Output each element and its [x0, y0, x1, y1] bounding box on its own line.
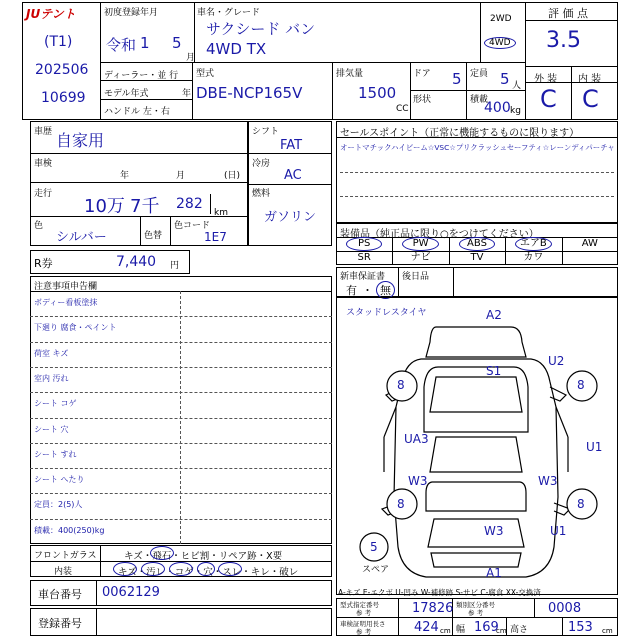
- mark-w3-left: W3: [408, 474, 428, 488]
- car-diagram: [336, 297, 618, 595]
- equipment-item: AW: [581, 238, 598, 249]
- reg-month: 5: [172, 34, 182, 52]
- mark-w3-right: W3: [538, 474, 558, 488]
- model-code: DBE-NCP165V: [196, 84, 303, 102]
- capacity-unit: 人: [512, 81, 522, 91]
- model-year-unit: 年: [182, 89, 192, 99]
- equipment-item: ナビ: [410, 252, 431, 263]
- mark-tire-rr: 8: [577, 497, 585, 511]
- note-item: 室内 汚れ: [34, 373, 69, 383]
- length-ref: 参 考: [356, 628, 372, 636]
- interior-text: キズ・汚レ・コゲ・穴・スレ・キレ・破レ: [118, 567, 299, 578]
- windshield-label: フロントガラス: [34, 551, 97, 561]
- class-value: 0008: [548, 601, 582, 616]
- inspection-year: 年: [120, 171, 130, 181]
- note-item: シート 穴: [34, 424, 69, 434]
- recycle-label: R券: [34, 257, 53, 270]
- body-color-label: 色替: [144, 231, 163, 241]
- windshield-circle: [150, 546, 174, 560]
- sales-points-title: セールスポイント（正常に機能するものに限ります）: [340, 128, 580, 139]
- note-item: 下廻り 腐食・ペイント: [34, 323, 117, 333]
- equipment-item: ABS: [459, 237, 495, 251]
- type-spec-ref: 参 考: [356, 609, 372, 617]
- spare-label: スペア: [362, 565, 390, 575]
- record-label: 後日品: [402, 272, 430, 282]
- warranty-label: 新車保証書: [340, 272, 386, 282]
- mark-a2: A2: [486, 308, 502, 322]
- lot-number: 10699: [41, 90, 86, 106]
- interior-circle-5: [218, 562, 242, 576]
- notes-list: [30, 291, 332, 544]
- mileage-rest: 282: [176, 196, 203, 212]
- mileage-label: 走行: [34, 189, 53, 199]
- load-label: 積載: [470, 95, 489, 105]
- width-unit: cm: [496, 627, 507, 635]
- load-unit: kg: [510, 106, 521, 116]
- interior-circle-1: [113, 562, 137, 576]
- recycle-frame: [30, 250, 190, 274]
- spare-value: 5: [370, 540, 378, 554]
- height-label: 高さ: [510, 625, 529, 635]
- mileage-sen: 7千: [130, 196, 160, 217]
- sales-points-text: オートマチックハイビーム☆VSC☆プリクラッシュセーフティ☆レーンディパーチャ: [340, 143, 615, 152]
- interior-circle-4: [197, 562, 215, 576]
- record-frame: [398, 267, 618, 297]
- equipment-item: PS: [346, 237, 382, 251]
- era: 令和: [106, 36, 137, 54]
- equipment-item: SR: [357, 252, 371, 263]
- reg-type: 自家用: [56, 131, 105, 150]
- interior-grade: C: [582, 85, 599, 113]
- diagram-title: スタッドレスタイヤ: [346, 308, 427, 318]
- type-spec-label: 型式指定番号: [340, 601, 379, 609]
- shift: FAT: [280, 138, 303, 153]
- reg-no-label: 登録番号: [38, 617, 82, 630]
- length-label: 車検証明用長さ: [340, 620, 386, 628]
- mark-a1: A1: [486, 566, 502, 580]
- mark-u2: U2: [548, 354, 565, 368]
- equipment-item: TV: [470, 252, 484, 263]
- logo: [24, 4, 100, 22]
- note-item: 積載：400(250)kg: [34, 525, 105, 535]
- inspection-month: 月: [176, 171, 186, 181]
- drive-2wd: 2WD: [490, 14, 512, 24]
- doors: 5: [452, 70, 462, 88]
- note-item: シート コゲ: [34, 399, 77, 409]
- class-label: 類別区分番号: [456, 601, 495, 609]
- equipment-title: 装備品（純正品に限り○をつけてください）: [340, 229, 539, 240]
- mileage-unit: km: [214, 208, 228, 218]
- date-code: 202506: [35, 62, 89, 78]
- handle-label: ハンドル 左・右: [104, 107, 170, 117]
- damage-legend: A-キズ E-エクボ U-凹み W-補修跡 S-サビ C-腐食 XX-交換済: [338, 588, 541, 597]
- logo-text: JUテント: [26, 7, 76, 21]
- windshield-text: キズ・飛石・ヒビ割・リペア跡・X要: [124, 551, 283, 562]
- ac: AC: [284, 168, 302, 183]
- equipment-item: エアB: [515, 237, 551, 251]
- length-value: 424: [414, 620, 439, 635]
- equipment-grid: [336, 237, 618, 265]
- shape-label: 形状: [413, 95, 432, 105]
- reg-type-label: 車歴: [34, 127, 53, 137]
- lane-code: (T1): [44, 34, 73, 50]
- notes-title: 注意事項申告欄: [34, 282, 98, 292]
- interior-label: 内装: [54, 567, 73, 577]
- inspection-label: 車検: [34, 159, 53, 169]
- color: シルバー: [56, 230, 107, 245]
- equipment-item: PW: [402, 237, 438, 251]
- mark-ua3: UA3: [404, 432, 429, 446]
- type-label: 型式: [196, 69, 215, 79]
- mark-tire-fl: 8: [397, 378, 405, 392]
- equipment-item: カワ: [523, 252, 544, 263]
- shift-label: シフト: [252, 127, 280, 137]
- class-ref: 参 考: [468, 609, 484, 617]
- capacity: 5: [500, 70, 510, 88]
- height-value: 153: [568, 620, 593, 635]
- note-item: シート へたり: [34, 475, 85, 485]
- interior-circle-3: [169, 562, 193, 576]
- type-spec-value: 17826: [412, 601, 454, 616]
- interior-label: 内 装: [578, 74, 602, 85]
- reg-date-label: 初度登録年月: [104, 8, 159, 18]
- equipment-item: [562, 251, 618, 265]
- width-value: 169: [474, 620, 499, 635]
- color-label: 色: [34, 221, 44, 231]
- recycle-fee: 7,440: [116, 254, 157, 270]
- width-label: 幅: [456, 625, 466, 635]
- car-name: サクシード バン: [206, 20, 316, 38]
- height-unit: cm: [602, 627, 613, 635]
- mark-tire-rl: 8: [397, 497, 405, 511]
- load: 400: [484, 100, 511, 116]
- mileage-man: 10万: [84, 196, 125, 217]
- model-year-label: モデル年式: [104, 89, 149, 99]
- displacement-label: 排気量: [336, 69, 364, 79]
- grade: 4WD TX: [206, 40, 267, 58]
- displacement: 1500: [358, 84, 397, 102]
- score: 3.5: [546, 28, 581, 53]
- door-label: ドア: [413, 69, 431, 79]
- ac-label: 冷房: [252, 159, 271, 169]
- mark-tire-fr: 8: [577, 378, 585, 392]
- length-unit: cm: [440, 627, 451, 635]
- mark-s1: S1: [486, 364, 502, 378]
- exterior-grade: C: [540, 85, 557, 113]
- recycle-unit: 円: [170, 261, 180, 271]
- fuel: ガソリン: [264, 210, 317, 225]
- mark-u1-front: U1: [550, 524, 567, 538]
- mark-u1-side: U1: [586, 440, 603, 454]
- chassis-number: 0062129: [102, 585, 160, 600]
- interior-circle-2: [141, 562, 165, 576]
- score-label: 評 価 点: [548, 7, 588, 20]
- drive-4wd-circled: 4WD: [484, 37, 516, 49]
- month-unit: 月: [186, 53, 196, 63]
- chassis-label: 車台番号: [38, 588, 82, 601]
- fuel-label: 燃料: [252, 189, 271, 199]
- exterior-label: 外 装: [534, 74, 558, 85]
- warranty-no-circled: 無: [376, 281, 395, 299]
- car-name-label: 車名・グレード: [197, 8, 261, 18]
- capacity-label: 定員: [470, 69, 489, 79]
- note-item: 荷室 キズ: [34, 348, 69, 358]
- dealer-label: ディーラー・並 行: [104, 71, 179, 81]
- note-item: ボディー看板塗抹: [34, 298, 98, 307]
- reg-year: 1: [140, 34, 150, 52]
- color-code-label: 色コード: [174, 221, 211, 231]
- cc-unit: CC: [396, 104, 409, 114]
- note-item: シート すれ: [34, 449, 77, 459]
- mark-w3-front: W3: [484, 524, 504, 538]
- color-code: 1E7: [204, 230, 227, 244]
- inspection-day: (日): [224, 171, 241, 181]
- warranty-yes: 有: [346, 284, 357, 297]
- note-item: 定員：2(5)人: [34, 500, 83, 510]
